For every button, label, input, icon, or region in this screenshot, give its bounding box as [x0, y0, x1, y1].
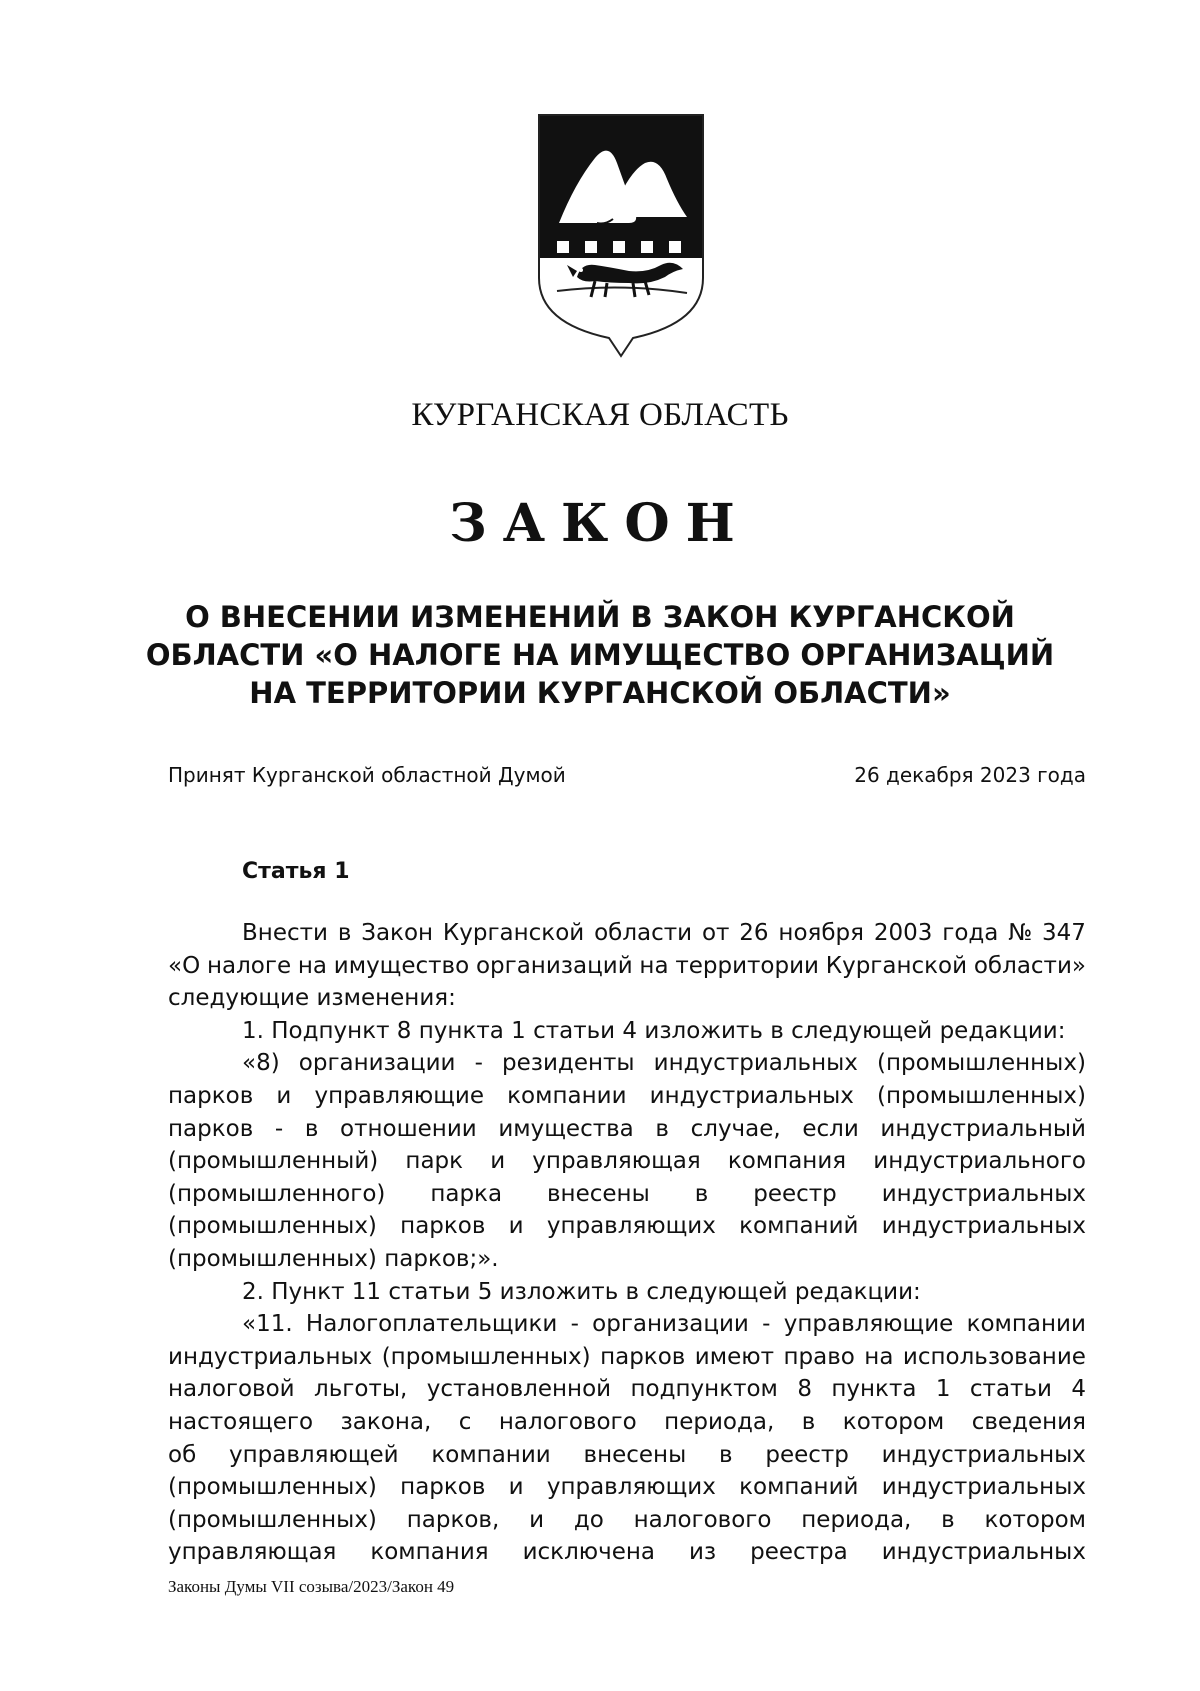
body-word: компания — [727, 1148, 847, 1175]
article-body — [168, 917, 1086, 1569]
body-word: в — [304, 1115, 319, 1142]
body-word: управляющих — [546, 1213, 716, 1240]
body-word: об — [168, 1441, 197, 1468]
body-word: и — [508, 1213, 524, 1240]
body-word: из — [688, 1539, 717, 1566]
body-word: налогового — [633, 1506, 772, 1533]
body-word: Курганской — [825, 952, 968, 979]
body-line — [168, 1145, 1086, 1178]
body-word: парков — [400, 1213, 486, 1240]
body-line — [168, 1047, 1086, 1080]
body-word: ноября — [778, 920, 864, 946]
body-line — [168, 1406, 1086, 1439]
body-word: имущество — [333, 952, 470, 979]
body-word: индустриальных — [881, 1213, 1086, 1240]
body-word: 1 — [935, 1376, 951, 1403]
body-word: (промышленных) — [168, 1474, 377, 1501]
body-word: и — [508, 1474, 524, 1501]
body-word: на — [297, 952, 327, 979]
body-word: управляющие — [783, 1311, 954, 1338]
body-word: компаний — [739, 1213, 859, 1240]
body-word: (промышленных) — [381, 1343, 591, 1370]
body-word: индустриальных — [168, 1343, 373, 1370]
body-word: (промышленных) — [877, 1082, 1086, 1109]
body-word: индустриальных — [881, 1474, 1086, 1501]
body-line — [168, 950, 1086, 983]
body-word: в — [941, 1506, 955, 1533]
body-word: индустриального — [873, 1148, 1086, 1175]
body-word: установленной — [426, 1376, 612, 1403]
law-title — [140, 598, 1060, 712]
body-word: (промышленный) — [168, 1148, 379, 1175]
body-line — [168, 1373, 1086, 1406]
body-word: индустриальных — [653, 1050, 858, 1077]
body-word: 8 — [797, 1376, 812, 1403]
body-word: «11. — [242, 1311, 293, 1338]
body-word: парка — [430, 1180, 503, 1207]
body-word: - — [474, 1050, 483, 1077]
body-line: (промышленных) парков;». — [168, 1245, 499, 1272]
law-title-line: ОБЛАСТИ «О НАЛОГЕ НА ИМУЩЕСТВО ОРГАНИЗАЦИЙ — [145, 638, 1055, 672]
body-word: парков — [168, 1082, 254, 1109]
body-word: области — [594, 920, 693, 946]
body-word: реестр — [753, 1180, 837, 1207]
body-line — [168, 1471, 1086, 1504]
body-word: в — [694, 1180, 709, 1207]
body-word: управляющей — [229, 1441, 399, 1468]
body-line — [168, 1439, 1086, 1472]
body-word: и — [490, 1148, 506, 1175]
body-word: в — [719, 1441, 733, 1468]
body-word: имеют — [694, 1343, 775, 1370]
body-word: парков, — [406, 1506, 500, 1533]
body-line — [168, 917, 1086, 950]
adopted-by-text: Принят Курганской областной Думой — [168, 763, 566, 787]
body-word: закона, — [340, 1408, 432, 1435]
body-word: (промышленных) — [168, 1506, 377, 1533]
body-line — [168, 1178, 1086, 1211]
body-word: компании — [507, 1082, 627, 1109]
article-heading: Статья 1 — [242, 859, 350, 884]
body-word: внесены — [547, 1180, 650, 1207]
body-word: парков — [600, 1343, 686, 1370]
body-word: (промышленных) — [877, 1050, 1086, 1077]
body-word: парков — [400, 1474, 486, 1501]
body-word: с — [458, 1408, 472, 1435]
body-line — [168, 1113, 1086, 1146]
body-word: индустриальных — [881, 1180, 1086, 1207]
region-title: КУРГАНСКАЯ ОБЛАСТЬ — [411, 397, 789, 433]
body-word: Налогоплательщики — [305, 1311, 558, 1338]
body-word: в — [801, 1408, 816, 1435]
body-word: право — [783, 1343, 855, 1370]
body-word: индустриальных — [649, 1082, 854, 1109]
body-word: индустриальных — [881, 1539, 1086, 1566]
body-word: области» — [973, 952, 1086, 979]
body-word: случае, — [690, 1115, 781, 1142]
body-word: организаций — [475, 952, 633, 979]
body-word: использование — [902, 1343, 1086, 1370]
body-word: льготы, — [314, 1376, 408, 1403]
body-word: в — [337, 920, 352, 946]
body-word: - — [274, 1115, 284, 1142]
body-word: компаний — [739, 1474, 859, 1501]
body-word: статьи — [969, 1376, 1052, 1403]
body-word: (промышленных) — [168, 1213, 377, 1240]
body-word: года — [942, 920, 999, 946]
body-word: на — [864, 1343, 894, 1370]
body-word: имущества — [498, 1115, 634, 1142]
body-word: если — [802, 1115, 859, 1142]
body-word: компания — [370, 1539, 489, 1566]
body-word: 2003 — [873, 920, 933, 946]
body-word: организации — [592, 1311, 749, 1338]
body-word: № — [1008, 920, 1033, 946]
body-word: в — [655, 1115, 669, 1142]
kurgan-coat-of-arms-icon — [537, 113, 705, 358]
body-word: (промышленного) — [168, 1180, 386, 1207]
body-line — [168, 1210, 1086, 1243]
body-word: управляющая — [532, 1148, 701, 1175]
body-word: резиденты — [502, 1050, 635, 1077]
law-title-line: НА ТЕРРИТОРИИ КУРГАНСКОЙ ОБЛАСТИ» — [249, 676, 951, 710]
body-word: управляющих — [546, 1474, 716, 1501]
document-footer: Законы Думы VII созыва/2023/Закон 49 — [168, 1577, 455, 1596]
body-word: налоговой — [168, 1376, 295, 1403]
body-word: отношении — [340, 1115, 477, 1142]
body-word: 26 — [739, 920, 769, 946]
body-word: и — [529, 1506, 545, 1533]
body-word: организации — [298, 1050, 456, 1077]
body-word: «О — [168, 952, 201, 979]
body-word: налоге — [206, 952, 292, 979]
body-word: настоящего — [168, 1408, 314, 1435]
body-word: управляющие — [314, 1082, 485, 1109]
body-word: исключена — [522, 1539, 655, 1566]
body-line — [168, 1308, 1086, 1341]
body-line — [168, 1080, 1086, 1113]
body-line — [168, 1536, 1086, 1569]
body-word: реестр — [765, 1441, 849, 1468]
body-word: сведения — [971, 1408, 1086, 1435]
body-word: и — [276, 1082, 292, 1109]
body-word: компании — [966, 1311, 1086, 1338]
body-word: периода, — [664, 1408, 775, 1435]
body-word: 4 — [1071, 1376, 1086, 1403]
body-line: 1. Подпункт 8 пункта 1 статьи 4 изложить в следующей редакции: — [242, 1017, 1066, 1044]
body-word: «8) — [242, 1050, 280, 1077]
body-word: - — [570, 1311, 579, 1338]
body-word: на — [639, 952, 669, 979]
body-line: 2. Пункт 11 статьи 5 изложить в следующей редакции: — [242, 1278, 921, 1305]
body-word: 347 — [1042, 920, 1086, 946]
body-word: периода, — [801, 1506, 912, 1533]
document-type-heading: ЗАКОН — [449, 493, 751, 554]
adoption-date: 26 декабря 2023 года — [854, 763, 1086, 787]
body-word: Курганской — [442, 920, 585, 946]
body-word: парк — [405, 1148, 464, 1175]
body-word: компании — [431, 1441, 551, 1468]
body-word: внесены — [583, 1441, 687, 1468]
body-word: территории — [675, 952, 819, 979]
body-word: подпунктом — [630, 1376, 778, 1403]
body-line — [168, 1341, 1086, 1374]
adoption-row — [168, 760, 1086, 790]
body-word: парков — [168, 1115, 254, 1142]
body-word: от — [701, 920, 730, 946]
body-word: индустриальных — [881, 1441, 1086, 1468]
body-line — [168, 1504, 1086, 1537]
law-title-line: О ВНЕСЕНИИ ИЗМЕНЕНИЙ В ЗАКОН КУРГАНСКОЙ — [185, 600, 1015, 634]
body-word: Внести — [242, 920, 328, 946]
body-line: следующие изменения: — [168, 985, 456, 1012]
body-word: налогового — [498, 1408, 637, 1435]
body-word: индустриальный — [880, 1115, 1086, 1142]
body-word: котором — [842, 1408, 945, 1435]
body-word: - — [762, 1311, 771, 1338]
body-word: Закон — [361, 920, 434, 946]
body-word: управляющая — [168, 1539, 337, 1566]
body-word: реестра — [750, 1539, 848, 1566]
body-word: до — [573, 1506, 604, 1533]
body-word: пункта — [831, 1376, 917, 1403]
body-word: котором — [984, 1506, 1086, 1533]
